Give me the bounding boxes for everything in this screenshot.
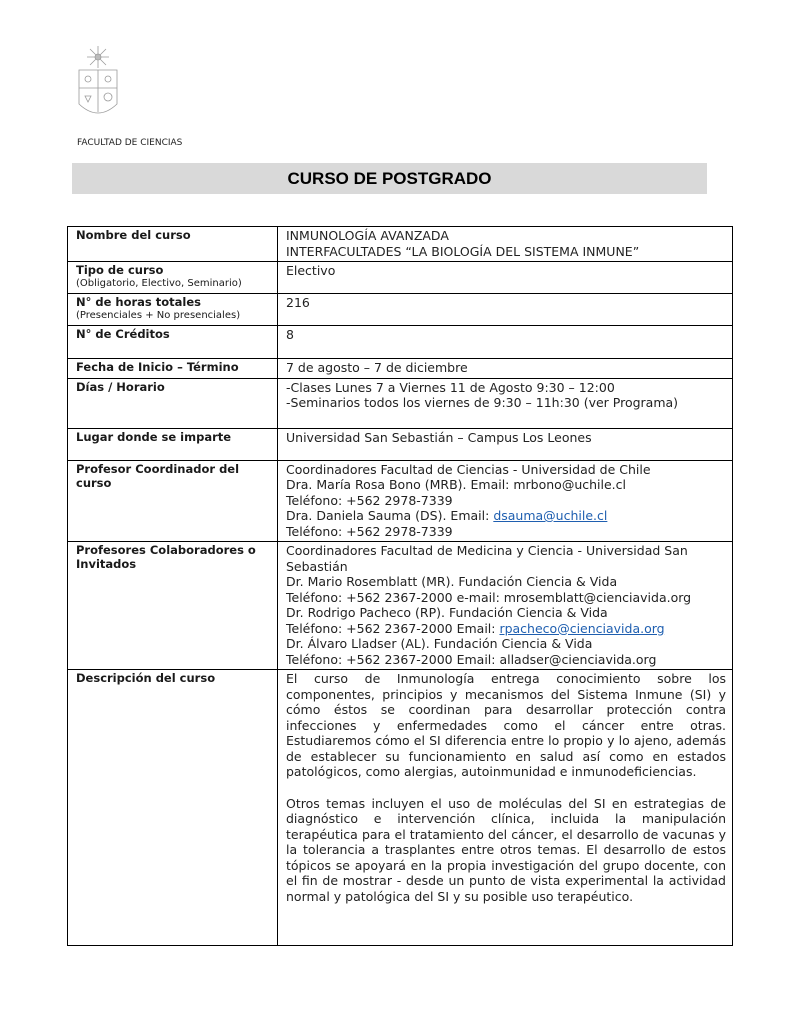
label-cell (68, 294, 278, 326)
label-cell (68, 378, 278, 428)
table-row-colaboradores (68, 542, 733, 670)
value-cell (278, 378, 733, 428)
collaborator-line: Coordinadores Facultad de Medicina y Ciencia - Universidad San (286, 543, 688, 558)
row-label: Profesor Coordinador del curso (76, 461, 240, 490)
label-cell (68, 542, 278, 670)
row-label: Lugar donde se imparte (76, 429, 232, 444)
table-row-dias (68, 378, 733, 428)
label-cell (68, 460, 278, 542)
description-paragraph: Otros temas incluyen el uso de moléculas del SI en estrategias de diagnóstico e intervención clínica, incluida la manipulación terapéutica para el tratamiento del cáncer, el desarrollo de vacunas y la tolerancia a trasplantes entre otros temas. El desarrollo de estos tópicos se apoyará en la propia investigación del grupo docente, con el fin de mostrar - desde un punto de vista experimental la actividad normal y patológica del SI y su posible uso terapéutico. (286, 795, 726, 904)
value-cell (278, 460, 733, 542)
coordinator-line: Teléfono: +562 2978-7339 (286, 523, 453, 539)
row-sublabel: (Obligatorio, Electivo, Seminario) (76, 278, 242, 289)
row-sublabel: (Presenciales + No presenciales) (76, 310, 241, 321)
row-label: Fecha de Inicio – Término (76, 360, 239, 374)
coordinator-line (286, 508, 726, 524)
row-label: Descripción del curso (76, 671, 216, 685)
title-banner (72, 163, 707, 194)
collaborator-line: Teléfono: +562 2367-2000 e-mail: mrosemblatt@cienciavida.org (286, 589, 692, 605)
row-label: Profesores Colaboradores o Invitados (76, 543, 256, 571)
course-name: INMUNOLOGÍA AVANZADA (286, 228, 449, 243)
page-title: CURSO DE POSTGRADO (287, 168, 492, 188)
schedule-line: -Seminarios todos los viernes de 9:30 – 11h:30 (ver Programa) (286, 395, 679, 410)
paragraph-gap (286, 780, 726, 796)
value-cell: 7 de agosto – 7 de diciembre (278, 359, 733, 379)
collaborator-line: Teléfono: +562 2367-2000 Email: alladser@cienciavida.org (286, 651, 657, 667)
collaborator-line: Dr. Mario Rosemblatt (MR). Fundación Ciencia & Vida (286, 574, 618, 589)
row-label: N° de horas totales (76, 295, 202, 309)
course-info-table (67, 226, 733, 946)
table-row-fecha (68, 359, 733, 379)
collaborator-line-text: Teléfono: +562 2367-2000 Email: (286, 620, 500, 636)
label-cell (68, 262, 278, 294)
coordinator-line: Dra. María Rosa Bono (MRB). Email: mrbono@uchile.cl (286, 477, 626, 492)
collaborator-line (286, 621, 726, 637)
table-row-nombre (68, 227, 733, 262)
collaborator-line: Dr. Álvaro Lladser (AL). Fundación Ciencia & Vida (286, 636, 593, 651)
description-paragraph: El curso de Inmunología entrega conocimiento sobre los componentes, principios y mecanismos del Sistema Inmune (SI) y cómo éstos se coordinan para desarrollar protección contra infecciones y enfermedades como el cáncer entre otras. Estudiaremos cómo el SI diferencia entre lo propio y lo ajeno, además de establecer su funcionamiento en salud así como en estados patológicos, como alergias, autoinmunidad e inmunodeficiencias. (286, 671, 726, 779)
row-label: Días / Horario (76, 379, 165, 394)
label-cell (68, 227, 278, 262)
value-cell (278, 227, 733, 262)
coordinator-line: Coordinadores Facultad de Ciencias - Universidad de Chile (286, 461, 651, 477)
email-link[interactable]: dsauma@uchile.cl (493, 508, 608, 523)
value-cell (278, 670, 733, 946)
table-row-lugar (68, 428, 733, 460)
row-label: N° de Créditos (76, 327, 170, 341)
value-cell: 216 (278, 294, 733, 326)
label-cell (68, 670, 278, 946)
university-seal-logo (74, 44, 122, 124)
email-link[interactable]: rpacheco@cienciavida.org (499, 620, 665, 636)
collaborator-line: Sebastián (286, 558, 348, 574)
table-row-coordinador (68, 460, 733, 542)
value-cell: Universidad San Sebastián – Campus Los Leones (278, 428, 733, 460)
table-row-tipo (68, 262, 733, 294)
value-cell (278, 542, 733, 670)
faculty-name: FACULTAD DE CIENCIAS (77, 138, 183, 148)
coordinator-line: Teléfono: +562 2978-7339 (286, 492, 453, 508)
course-subtitle: INTERFACULTADES “LA BIOLOGÍA DEL SISTEMA INMUNE” (286, 243, 640, 259)
label-cell (68, 359, 278, 379)
table-row-horas (68, 294, 733, 326)
value-cell: Electivo (278, 262, 733, 294)
label-cell (68, 428, 278, 460)
table-row-descripcion (68, 670, 733, 946)
table-row-creditos (68, 326, 733, 359)
schedule-line: -Clases Lunes 7 a Viernes 11 de Agosto 9:30 – 12:00 (286, 379, 615, 395)
row-label: Nombre del curso (76, 228, 191, 242)
coordinator-line-text: Dra. Daniela Sauma (DS). Email: (286, 508, 494, 523)
label-cell (68, 326, 278, 359)
row-label: Tipo de curso (76, 263, 164, 277)
value-cell: 8 (278, 326, 733, 359)
collaborator-line: Dr. Rodrigo Pacheco (RP). Fundación Ciencia & Vida (286, 605, 608, 620)
